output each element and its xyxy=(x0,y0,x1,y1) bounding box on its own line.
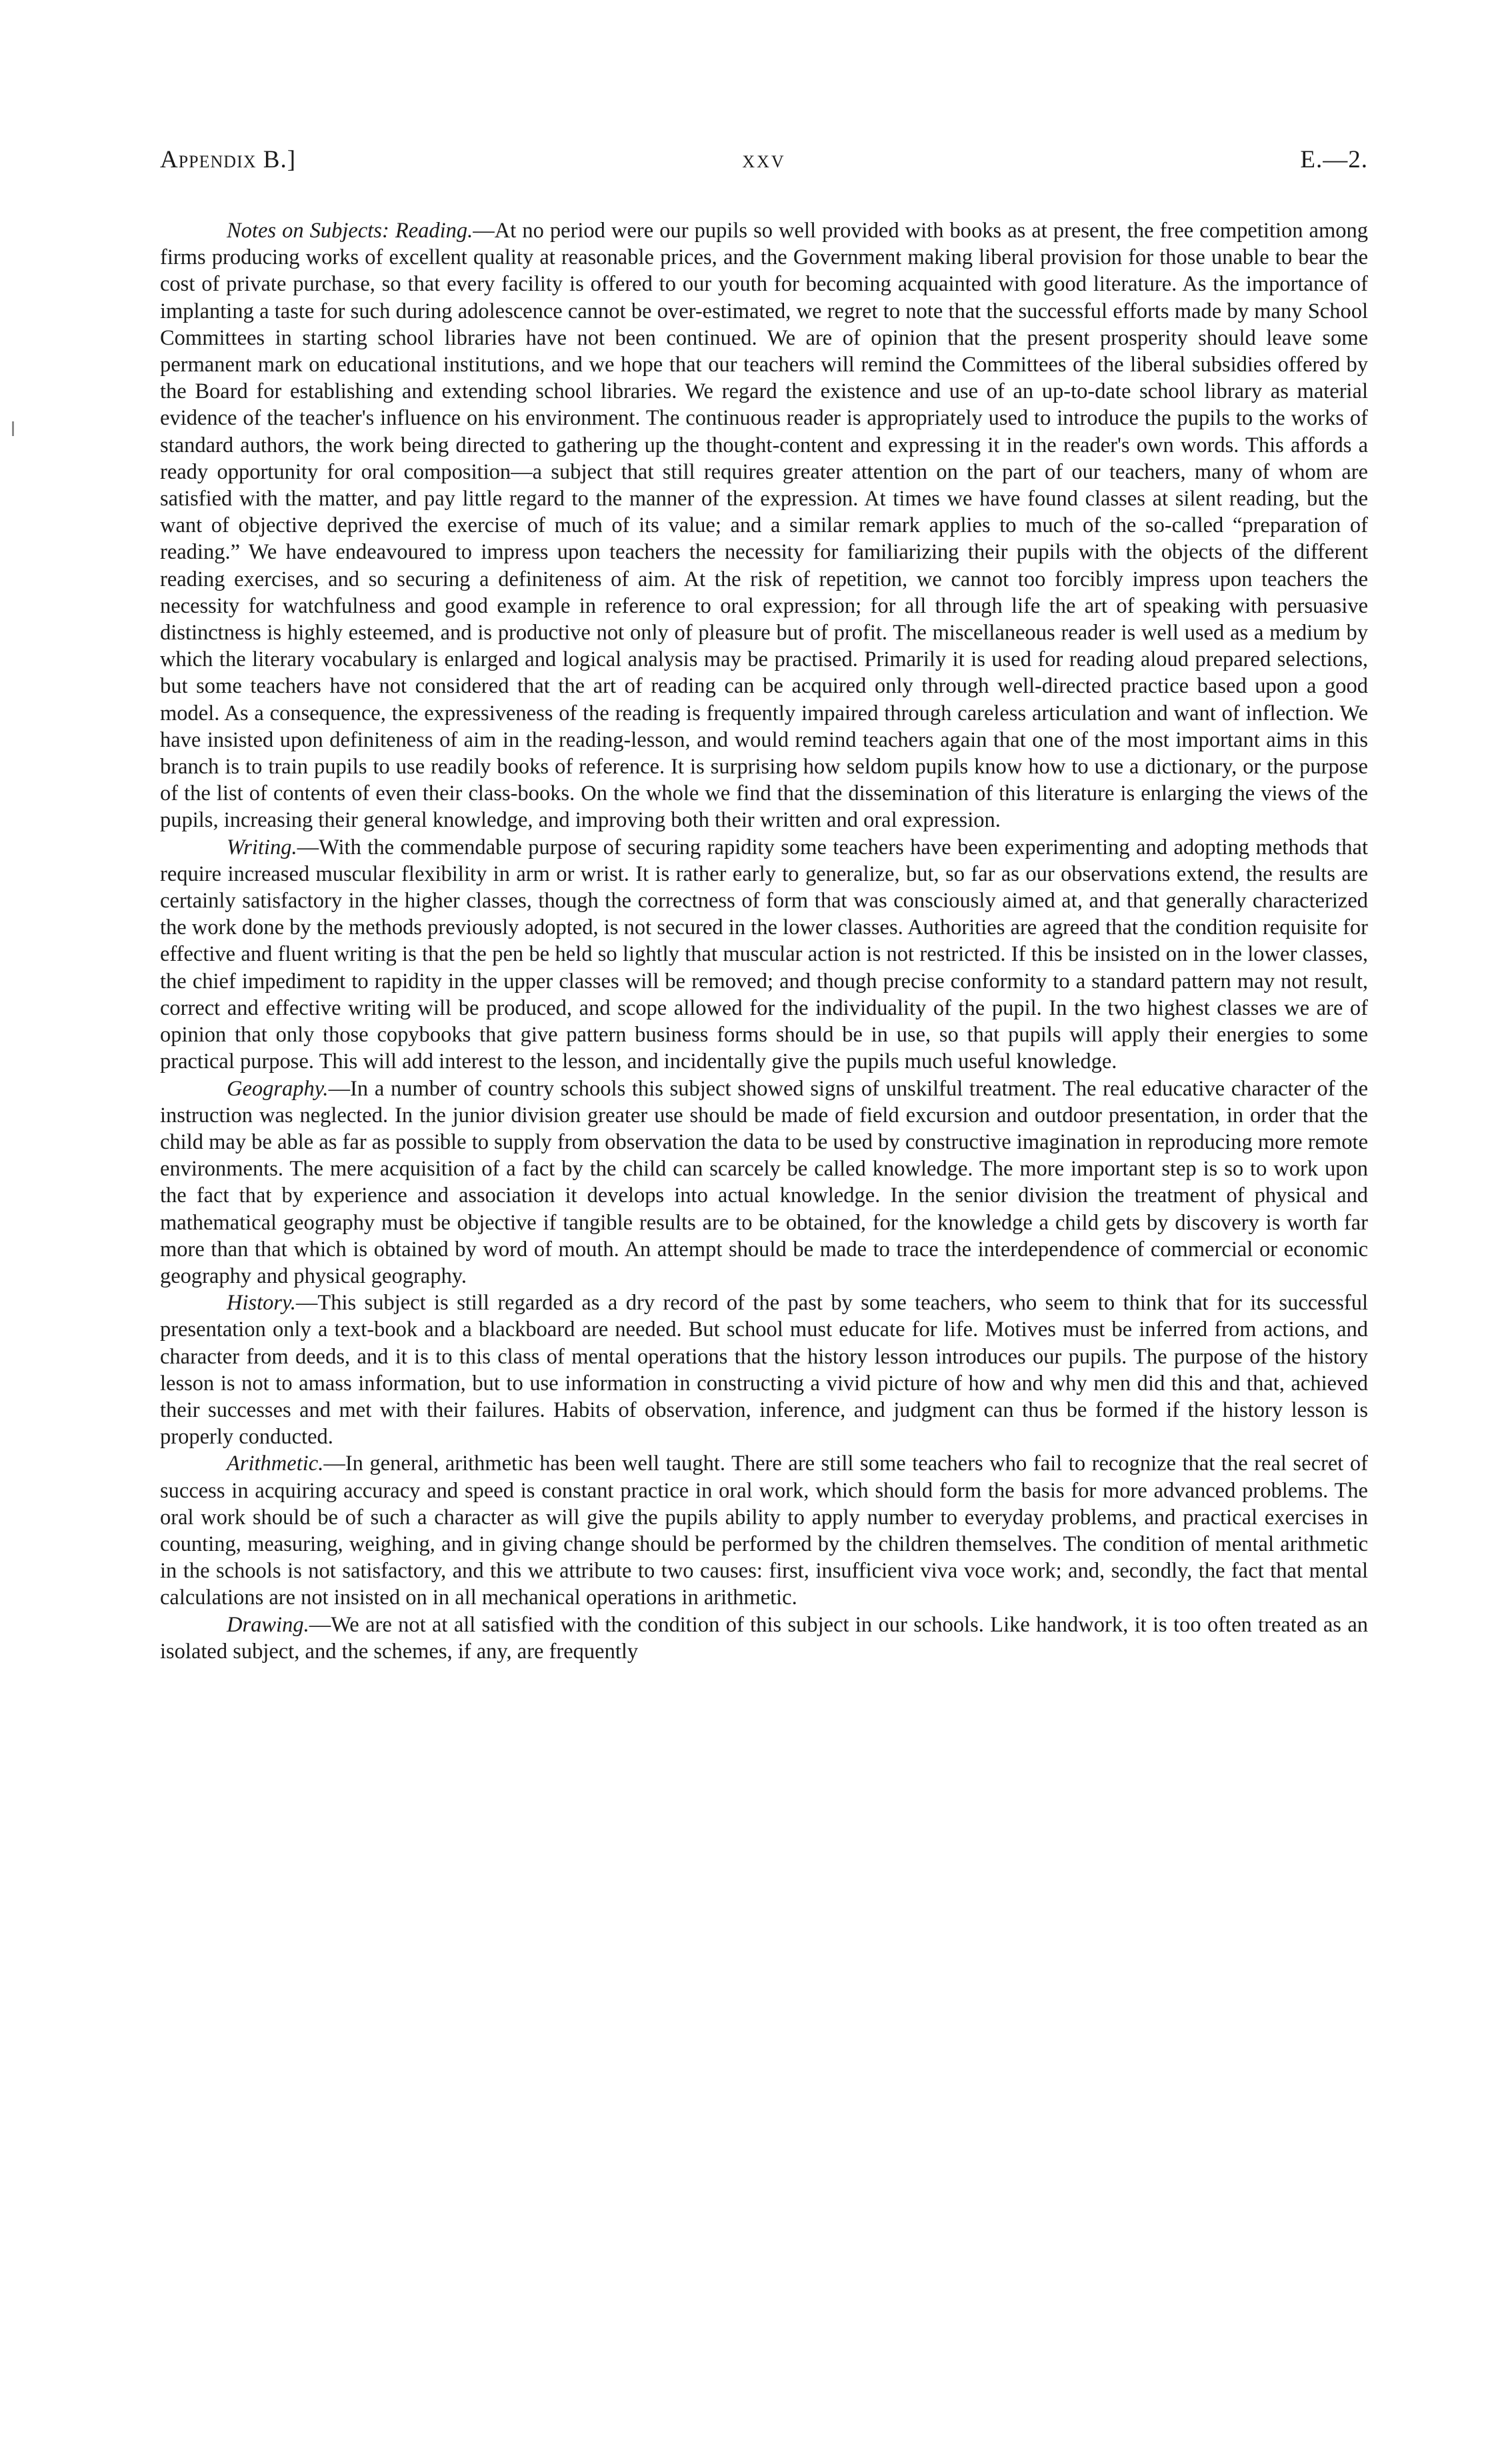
paragraph-text: —With the commendable purpose of securing rapidity some teachers have been experimenting and adopting methods that require increased muscular flexibility in arm or wrist. It is rather early to generalize, but, so far as our observations extend, the results are certainly satisfactory in the higher classes, though the correctness of form that was consciously aimed at, and that generally characterized the work done by the methods previously adopted, is not secured in the lower classes. Authorities are agreed that the condition requisite for effective and fluent writing is that the pen be held so lightly that muscular action is not restricted. If this be insisted on in the lower classes, the chief impediment to rapidity in the upper classes will be removed; and though precise conformity to a standard pattern may not result, correct and effective writing will be produced, and scope allowed for the individuality of the pupil. In the two highest classes we are of opinion that only those copybooks that give pattern business forms should be in use, so that pupils will apply their energies to some practical purpose. This will add interest to the lesson, and incidentally give the pupils much useful knowledge. xyxy=(160,835,1368,1074)
paragraph-reading xyxy=(160,217,1368,834)
paragraph-heading: Writing. xyxy=(227,835,297,859)
paragraph-text: —In a number of country schools this subject showed signs of unskilful treatment. The real educative character of the instruction was neglected. In the junior division greater use should be made of field excursion and outdoor presentation, in order that the child may be able as far as possible to supply from observation the data to be used by constructive imagination in reproducing more remote environments. The mere acquisition of a fact by the child can scarcely be called knowledge. The more important step is so to work upon the fact that by experience and association it develops into actual knowledge. In the senior division the treatment of physical and mathematical geography must be objective if tangible results are to be obtained, for the knowledge a child gets by discovery is worth far more than that which is obtained by word of mouth. An attempt should be made to trace the interdependence of commercial or economic geography and physical geography. xyxy=(160,1076,1368,1288)
header-appendix-label: Appendix B.] xyxy=(160,146,297,173)
paragraph-heading: Geography. xyxy=(227,1076,329,1101)
paragraph-text: —At no period were our pupils so well provided with books as at present, the free competition among firms producing works of excellent quality at reasonable prices, and the Government making liberal provision for those unable to bear the cost of private purchase, so that every facility is offered to our youth for becoming acquainted with good literature. As the importance of implanting a taste for such during adolescence cannot be over-estimated, we regret to note that the successful efforts made by many School Committees in starting school libraries have not been continued. We are of opinion that the present prosperity should leave some permanent mark on educational institutions, and we hope that our teachers will remind the Committees of the liberal subsidies offered by the Board for establishing and extending school libraries. We regard the existence and use of an up-to-date school library as material evidence of the teacher's influence on his environment. The continuous reader is appropriately used to introduce the pupils to the works of standard authors, the work being directed to gathering up the thought-content and expressing it in the reader's own words. This affords a ready opportunity for oral composition—a subject that still requires greater attention on the part of our teachers, many of whom are satisfied with the matter, and pay little regard to the manner of the expression. At times we have found classes at silent reading, but the want of objective deprived the exercise of much of its value; and a similar remark applies to much of the so-called “preparation of reading.” We have endeavoured to impress upon teachers the necessity for familiarizing their pupils with the objects of the different reading exercises, and so securing a definiteness of aim. At the risk of repetition, we cannot too forcibly impress upon teachers the necessity for watchfulness and good example in reference to oral expression; for all through life the art of speaking with persuasive distinctness is highly esteemed, and is productive not only of pleasure but of profit. The miscellaneous reader is well used as a medium by which the literary vocabulary is enlarged and logical analysis may be practised. Primarily it is used for reading aloud prepared selections, but some teachers have not considered that the art of reading can be acquired only through well-directed practice based upon a good model. As a consequence, the expressiveness of the reading is frequently impaired through careless articulation and want of inflection. We have insisted upon definiteness of aim in the reading-lesson, and would remind teachers again that one of the most important aims in this branch is to train pupils to use readily books of reference. It is surprising how seldom pupils know how to use a dictionary, or the purpose of the list of contents of even their class-books. On the whole we find that the dissemination of this literature is enlarging the views of the pupils, increasing their general knowledge, and improving both their written and oral expression. xyxy=(160,219,1368,833)
page-number: xxv xyxy=(742,146,786,173)
paragraph-writing xyxy=(160,834,1368,1075)
paragraph-history xyxy=(160,1290,1368,1450)
body-text xyxy=(160,217,1368,1665)
page-header xyxy=(160,145,1368,185)
paragraph-heading: Drawing. xyxy=(227,1612,309,1637)
paragraph-heading: Notes on Subjects: Reading. xyxy=(227,219,473,243)
paragraph-drawing xyxy=(160,1612,1368,1665)
paragraph-text: —In general, arithmetic has been well taught. There are still some teachers who fail to recognize that the real secret of success in acquiring accuracy and speed is constant practice in oral work, which should form the basis for more advanced problems. The oral work should be of such a character as will give the pupils ability to apply number to everyday problems, and practical exercises in counting, measuring, weighing, and in giving change should be performed by the children themselves. The condition of mental arithmetic in the schools is not satisfactory, and this we attribute to two causes: first, insufficient viva voce work; and, secondly, the fact that mental calculations are not insisted on in all mechanical operations in arithmetic. xyxy=(160,1452,1368,1610)
paragraph-heading: History. xyxy=(227,1291,296,1316)
document-reference: E.—2. xyxy=(1300,146,1368,173)
paragraph-text: —We are not at all satisfied with the condition of this subject in our schools. Like handwork, it is too often treated as an isolated subject, and the schemes, if any, are frequently xyxy=(160,1612,1368,1664)
paragraph-arithmetic xyxy=(160,1450,1368,1611)
margin-mark xyxy=(12,421,14,436)
paragraph-geography xyxy=(160,1075,1368,1290)
paragraph-heading: Arithmetic. xyxy=(227,1452,324,1476)
paragraph-text: —This subject is still regarded as a dry record of the past by some teachers, who seem to think that for its successful presentation only a text-book and a blackboard are needed. But school must educate for life. Motives must be inferred from actions, and character from deeds, and it is to this class of mental operations that the history lesson introduces our pupils. The purpose of the history lesson is not to amass information, but to use information in constructing a vivid picture of how and why men did this and that, achieved their successes and met with their failures. Habits of observation, inference, and judgment can thus be formed if the history lesson is properly conducted. xyxy=(160,1291,1368,1450)
